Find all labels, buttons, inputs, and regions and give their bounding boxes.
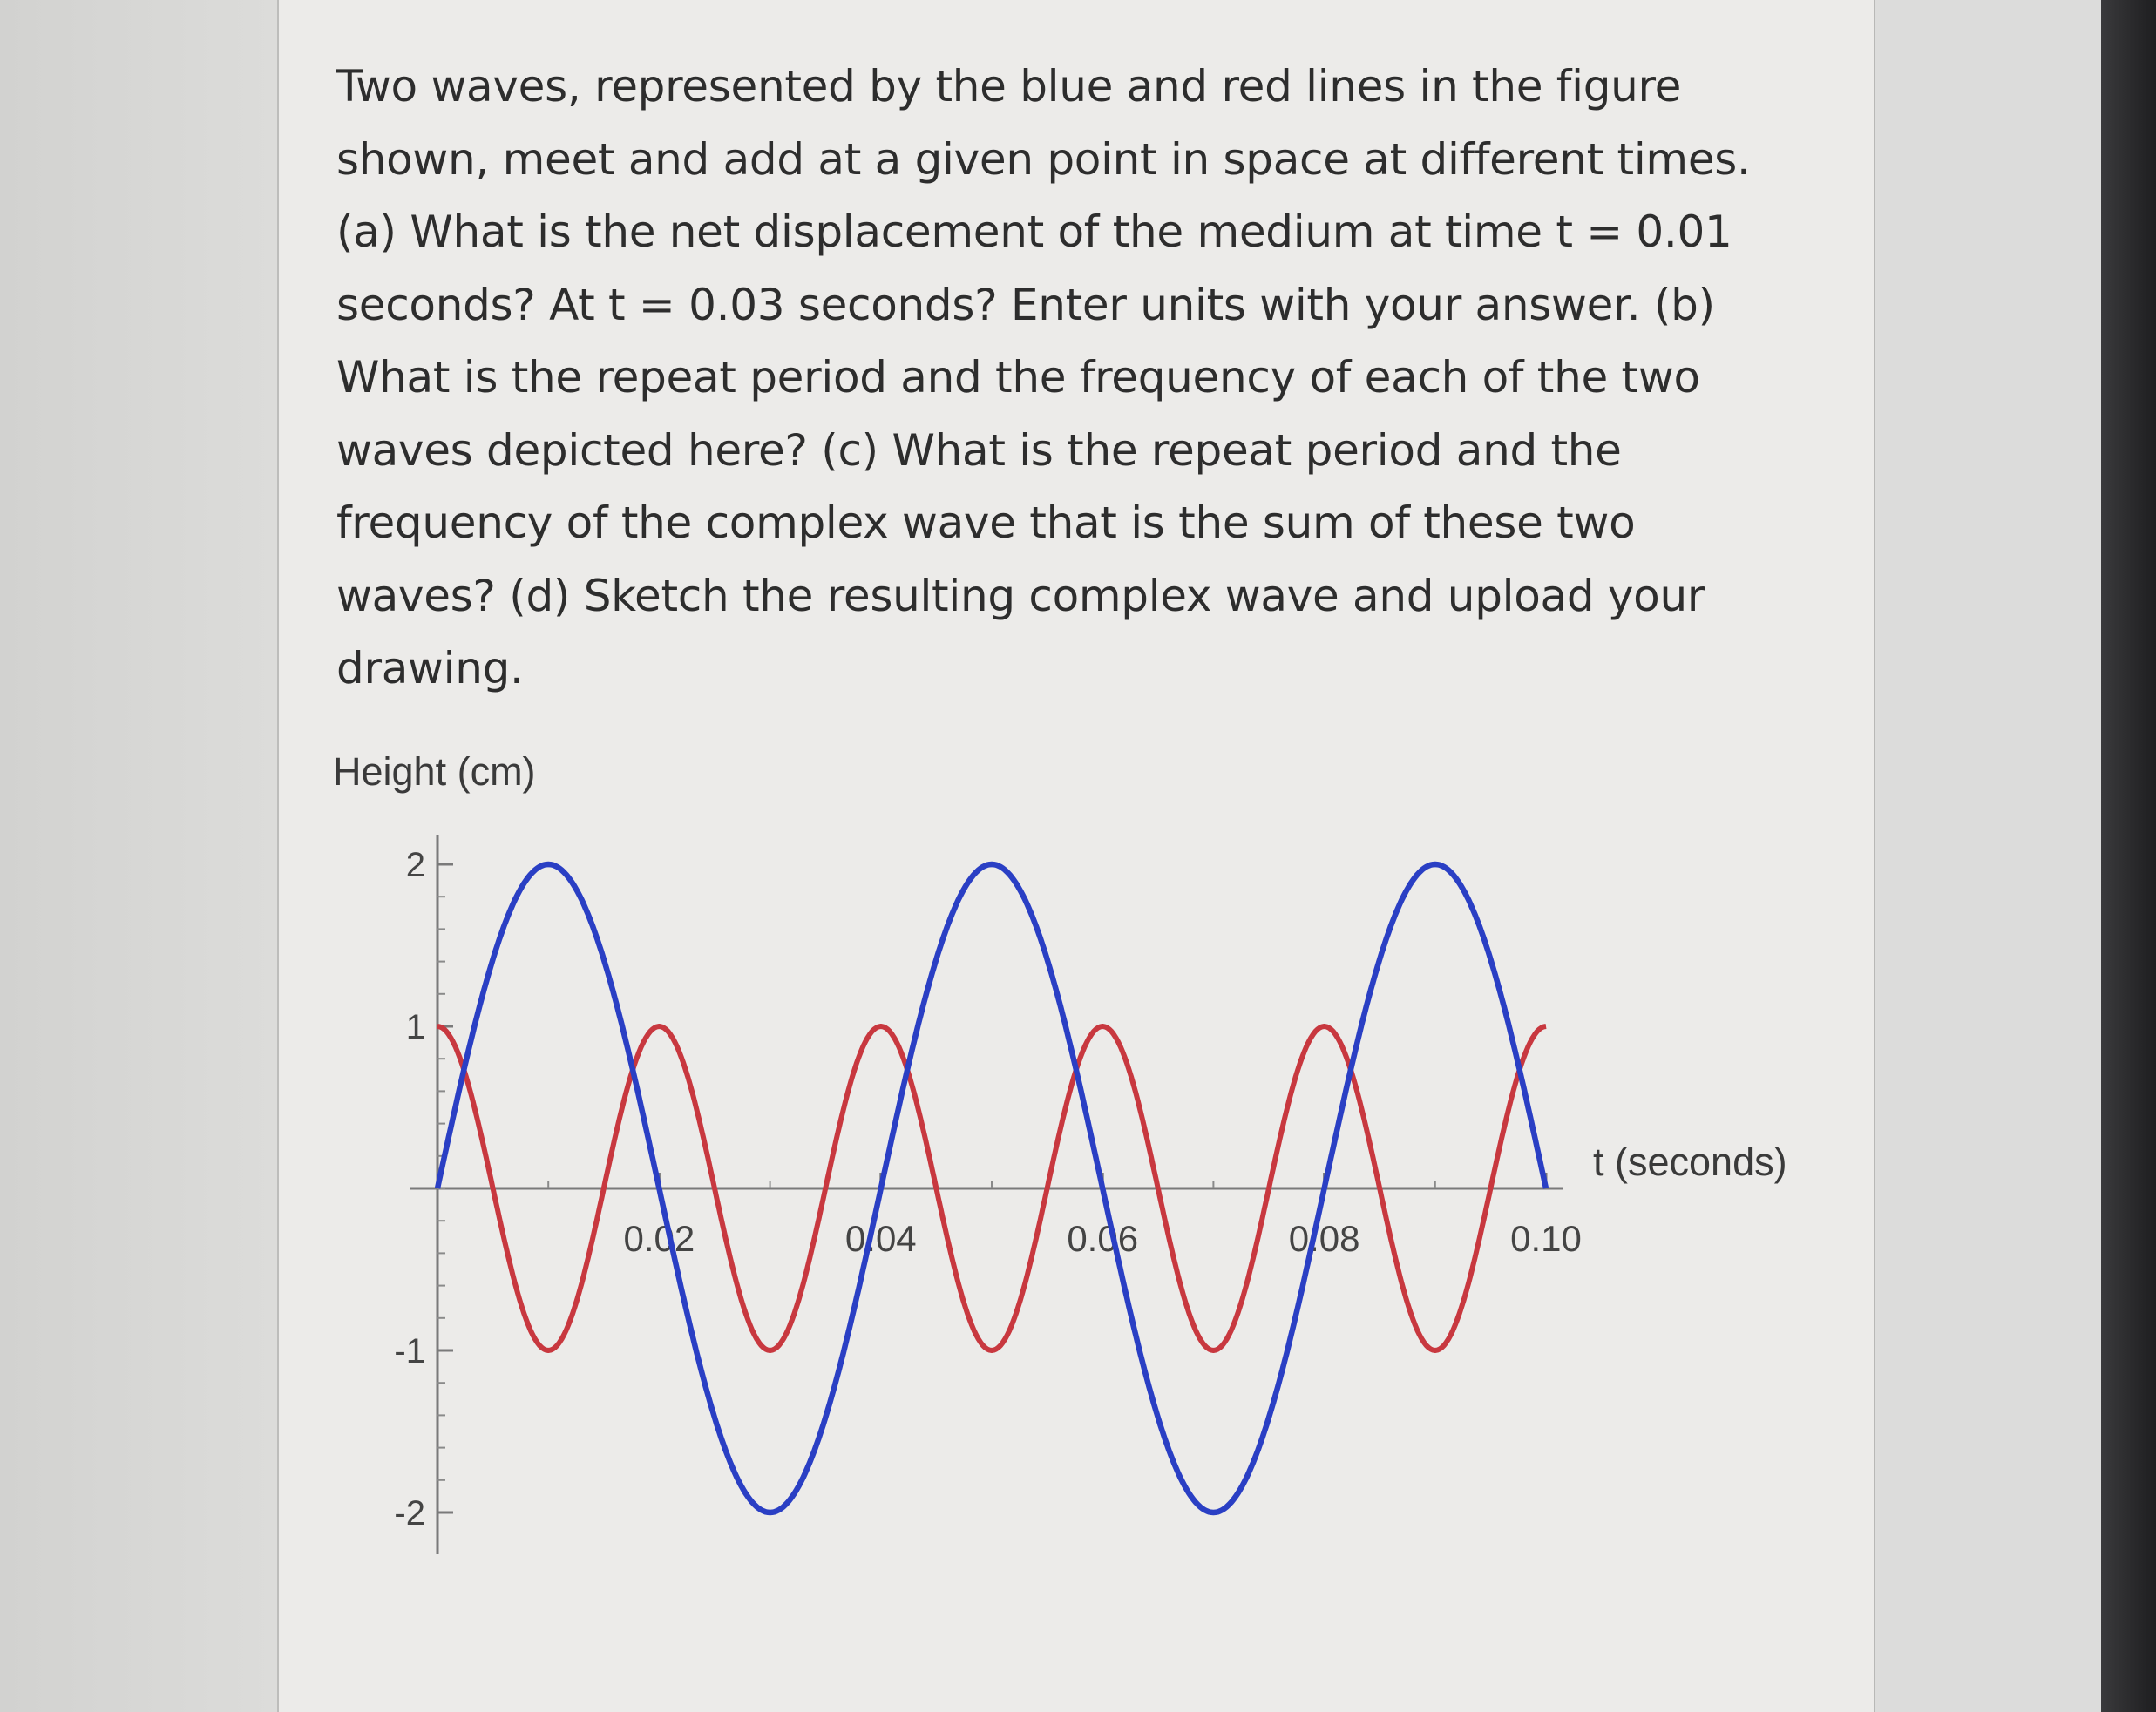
x-tick-label: 0.10	[1510, 1218, 1582, 1259]
x-axis-label: t (seconds)	[1593, 1140, 1787, 1184]
x-tick-label: 0.04	[844, 1218, 917, 1259]
y-tick-label: 2	[405, 846, 425, 884]
x-tick-label: 0.06	[1067, 1218, 1139, 1259]
x-tick-label: 0.02	[623, 1218, 695, 1259]
chart-axes	[410, 835, 1563, 1554]
x-tick-label: 0.08	[1288, 1218, 1360, 1259]
question-text: Two waves, represented by the blue and red lines in the figure shown, meet and add at a given point in space at different times. (a) What is the net displacement of the medium at time t = 0.01 seconds? At t = 0.03 seconds? Enter units with your answer. (b) What is the repeat period and the frequency of each of the two waves depicted here? (c) What is the repeat period and the frequency of the complex wave that is the sum of these two waves? (d) Sketch the resulting complex wave and upload your drawing.	[336, 61, 1751, 694]
y-tick-label: -1	[394, 1332, 425, 1370]
y-tick-label: -2	[394, 1494, 425, 1533]
y-axis-label: Height (cm)	[333, 749, 536, 794]
y-tick-label: 1	[405, 1008, 425, 1046]
